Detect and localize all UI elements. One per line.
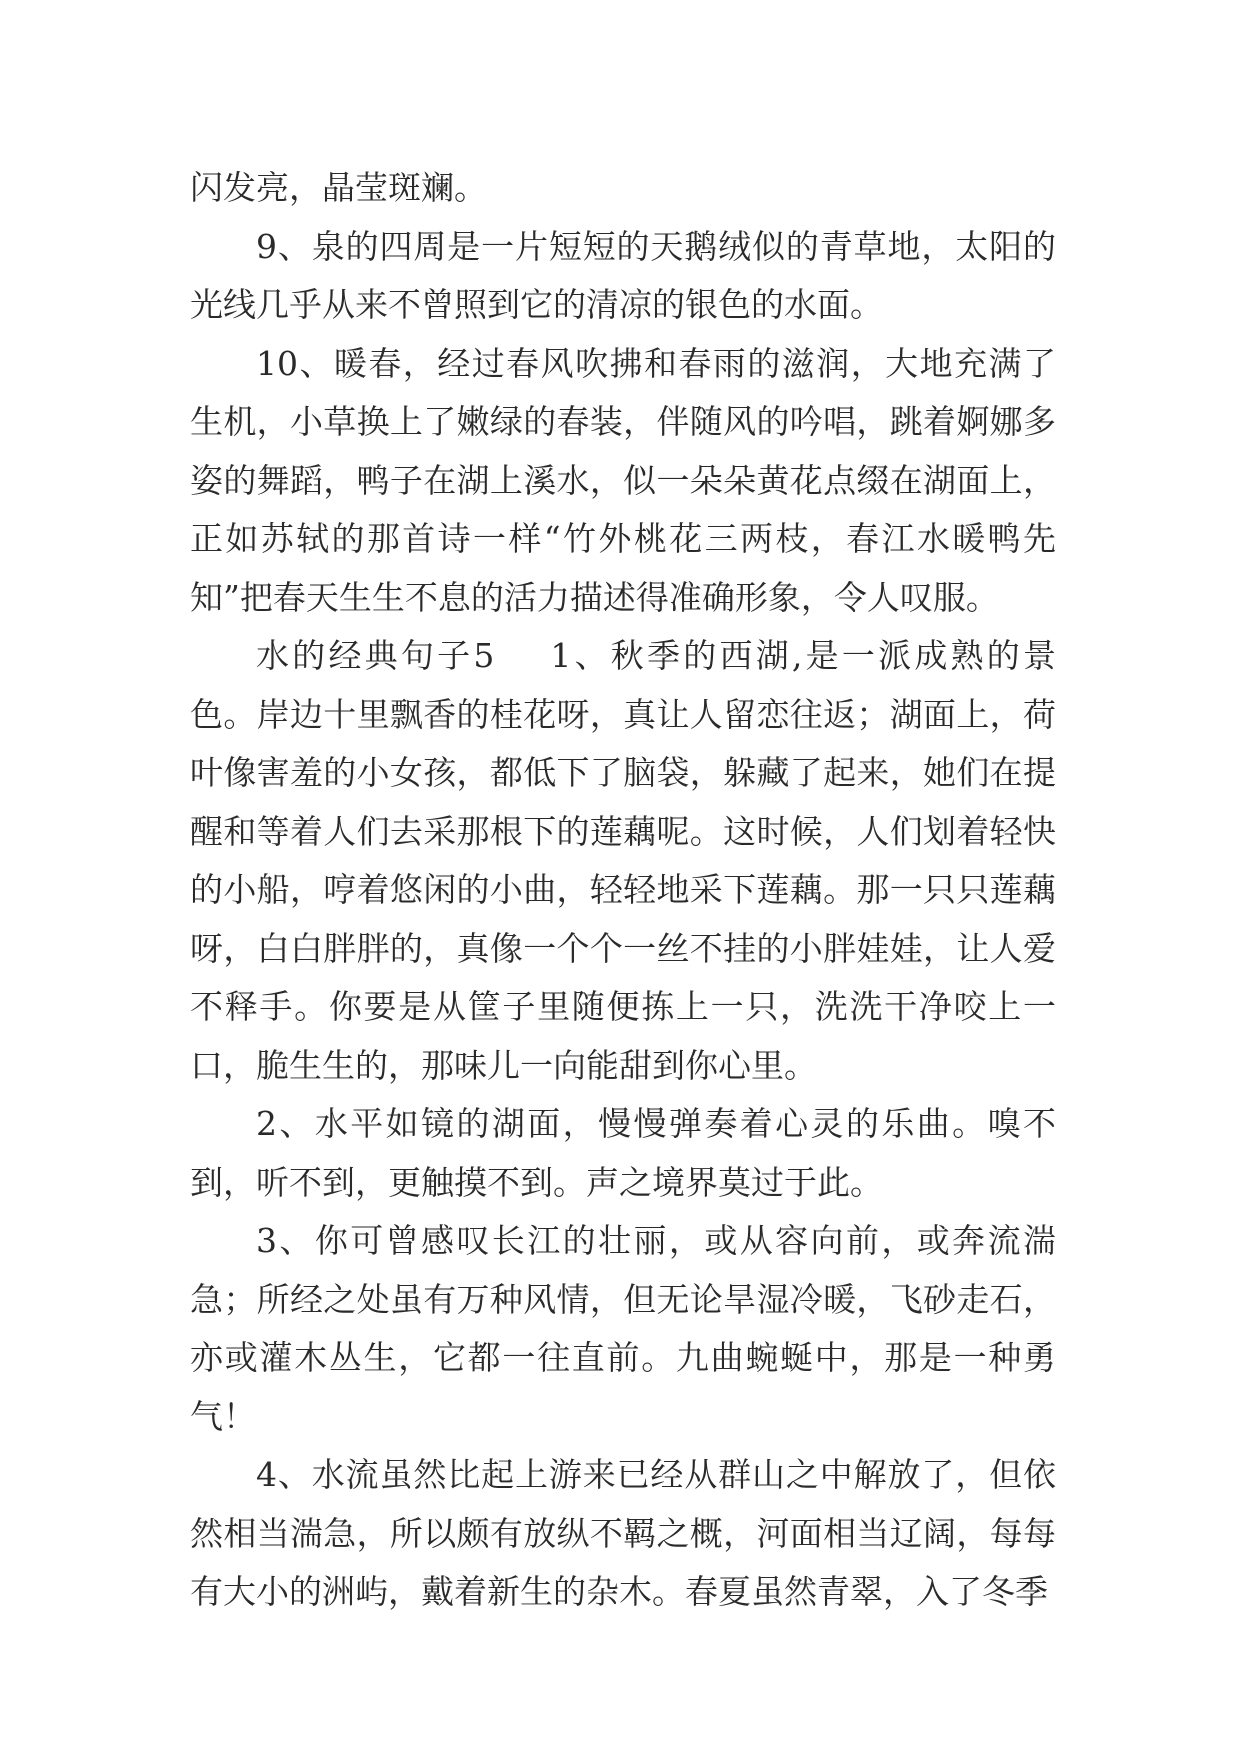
section-heading: 水的经典句子5 bbox=[256, 636, 495, 675]
paragraph-continuation: 闪发亮，晶莹斑斓。 bbox=[190, 168, 487, 207]
paragraph-item-10: 10、暖春，经过春风吹拂和春雨的滋润，大地充满了生机，小草换上了嫩绿的春装，伴随风的吟唱，跳着婀娜多姿的舞蹈，鸭子在湖上溪水，似一朵朵黄花点缀在湖面上，正如苏轼的那首诗一样“竹外桃花三两枝，春江水暖鸭先知”把春天生生不息的活力描述得准确形象，令人叹服。 bbox=[190, 343, 1056, 617]
section-first-text: 1、秋季的西湖,是一派成熟的景色。岸边十里飘香的桂花呀，真让人留恋往返；湖面上，荷叶像害羞的小女孩，都低下了脑袋，躲藏了起来，她们在提醒和等着人们去采那根下的莲藕呢。这时候，人们划着轻快的小船，哼着悠闲的小曲，轻轻地采下莲藕。那一只只莲藕呀，白白胖胖的，真像一个个一丝不挂的小胖娃娃，让人爱不释手。你要是从筐子里随便拣上一只，洗洗干净咬上一口，脆生生的，那味儿一向能甜到你心里。 bbox=[190, 636, 1056, 1085]
paragraph-section-5-item-2: 2、水平如镜的湖面，慢慢弹奏着心灵的乐曲。嗅不到，听不到，更触摸不到。声之境界莫过于此。 bbox=[190, 1104, 1056, 1202]
paragraph-item-9: 9、泉的四周是一片短短的天鹅绒似的青草地，太阳的光线几乎从来不曾照到它的清凉的银色的水面。 bbox=[190, 226, 1056, 324]
document-body bbox=[190, 159, 1056, 1622]
paragraph-section-5-item-1 bbox=[190, 627, 1056, 1095]
paragraph-section-5-item-3: 3、你可曾感叹长江的壮丽，或从容向前，或奔流湍急；所经之处虽有万种风情，但无论旱湿冷暖，飞砂走石，亦或灌木丛生，它都一往直前。九曲蜿蜒中，那是一种勇气！ bbox=[190, 1221, 1056, 1436]
paragraph-section-5-item-4: 4、水流虽然比起上游来已经从群山之中解放了，但依然相当湍急，所以颇有放纵不羁之概，河面相当辽阔，每每有大小的洲屿，戴着新生的杂木。春夏虽然青翠，入了冬季 bbox=[190, 1455, 1056, 1611]
